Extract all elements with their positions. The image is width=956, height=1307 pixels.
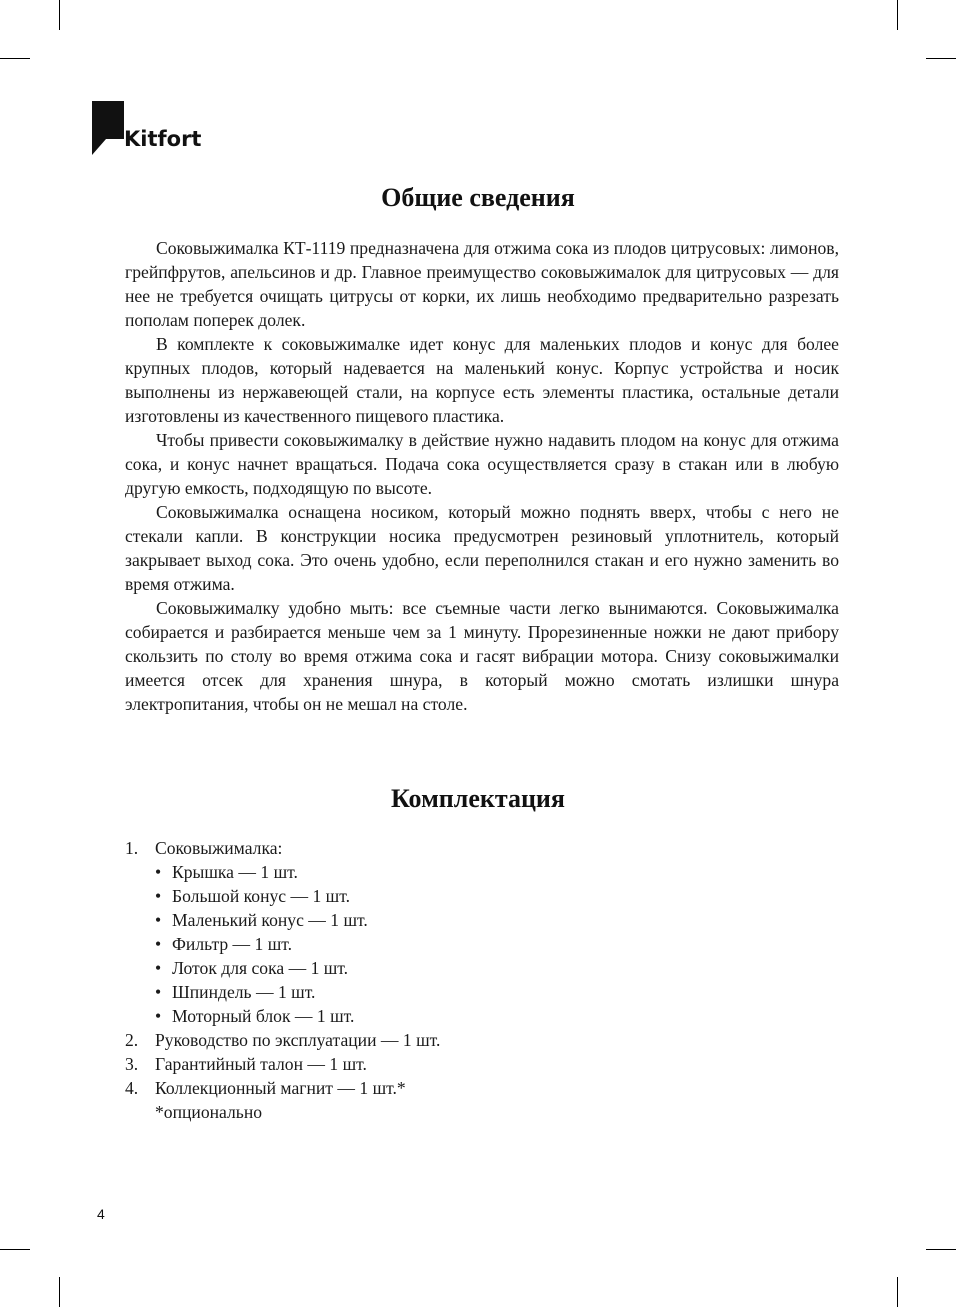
bullet: • <box>155 982 162 1002</box>
list-item-number: 2. <box>125 1030 139 1050</box>
paragraph: Чтобы привести соковыжималку в действие нужно надавить плодом на конус для отжима сока, и конус начнет вращаться. Подача сока осуществляется сразу в стакан или в любую другую емкость, подходящую по высоте. <box>125 430 839 498</box>
brand-logo <box>92 101 232 155</box>
bullet: • <box>155 862 162 882</box>
paragraph: Соковыжималка оснащена носиком, который можно поднять вверх, чтобы с него не стекали капли. В конструкции носика предусмотрен резиновый уплотнитель, который закрывает выход сока. Это очень удобно, если переполнился стакан и его нужно заменить во время отжима. <box>125 502 839 594</box>
brand-logo-icon <box>92 101 124 155</box>
sub-list-item-text: Крышка — 1 шт. <box>172 862 298 882</box>
crop-mark-top-right <box>897 0 898 30</box>
crop-mark-top-left <box>59 0 60 30</box>
crop-mark-bottom-left <box>59 1277 60 1307</box>
section-title-contents: Комплектация <box>391 784 565 813</box>
brand-name: Kitfort <box>124 127 202 151</box>
sub-list-item-text: Шпиндель — 1 шт. <box>172 982 316 1002</box>
list-item-text: Соковыжималка: <box>155 838 283 858</box>
sub-list-item-text: Фильтр — 1 шт. <box>172 934 293 954</box>
page-number: 4 <box>97 1206 105 1222</box>
list-item-number: 1. <box>125 838 139 858</box>
bullet: • <box>155 886 162 906</box>
list-item-text: Руководство по эксплуатации — 1 шт. <box>155 1030 441 1050</box>
crop-mark-bottom-right <box>897 1277 898 1307</box>
paragraph: Соковыжималка КТ-1119 предназначена для отжима сока из плодов цитрусовых: лимонов, грейпфрутов, апельсинов и др. Главное преимущество соковыжималок для цитрусовых — для нее не требуется очищать цитрусы от корки, их лишь необходимо предварительно разрезать пополам поперек долек. <box>125 238 839 330</box>
list-item-number: 3. <box>125 1054 139 1074</box>
crop-mark-left-top <box>0 58 30 59</box>
general-info-text <box>125 236 839 716</box>
paragraph: В комплекте к соковыжималке идет конус для маленьких плодов и конус для более крупных плодов, который надевается на маленький конус. Корпус устройства и носик выполнены из нержавеющей стали, на корпусе есть элементы пластика, остальные детали изготовлены из качественного пищевого пластика. <box>125 334 839 426</box>
bullet: • <box>155 910 162 930</box>
sub-list-item-text: Моторный блок — 1 шт. <box>172 1006 355 1026</box>
crop-mark-left-bottom <box>0 1249 30 1250</box>
list-item-text: Коллекционный магнит — 1 шт.* <box>155 1078 406 1098</box>
list-item-text: Гарантийный талон — 1 шт. <box>155 1054 367 1074</box>
crop-mark-right-bottom <box>926 1249 956 1250</box>
sub-list-item-text: Большой конус — 1 шт. <box>172 886 350 906</box>
bullet: • <box>155 958 162 978</box>
bullet: • <box>155 934 162 954</box>
sub-list-item-text: Маленький конус — 1 шт. <box>172 910 368 930</box>
sub-list-item-text: Лоток для сока — 1 шт. <box>172 958 349 978</box>
bullet: • <box>155 1006 162 1026</box>
paragraph: Соковыжималку удобно мыть: все съемные части легко вынимаются. Соковыжималка собирается и разбирается меньше чем за 1 минуту. Прорезиненные ножки не дают прибору скользить по столу во время отжима сока и гасят вибрации мотора. Снизу соковыжималки имеется отсек для хранения шнура, в который можно смотать излишки шнура электропитания, чтобы он не мешал на столе. <box>125 598 839 714</box>
list-item-number: 4. <box>125 1078 139 1098</box>
crop-mark-right-top <box>926 58 956 59</box>
section-title-general: Общие сведения <box>381 183 575 212</box>
footnote: *опционально <box>155 1102 263 1122</box>
